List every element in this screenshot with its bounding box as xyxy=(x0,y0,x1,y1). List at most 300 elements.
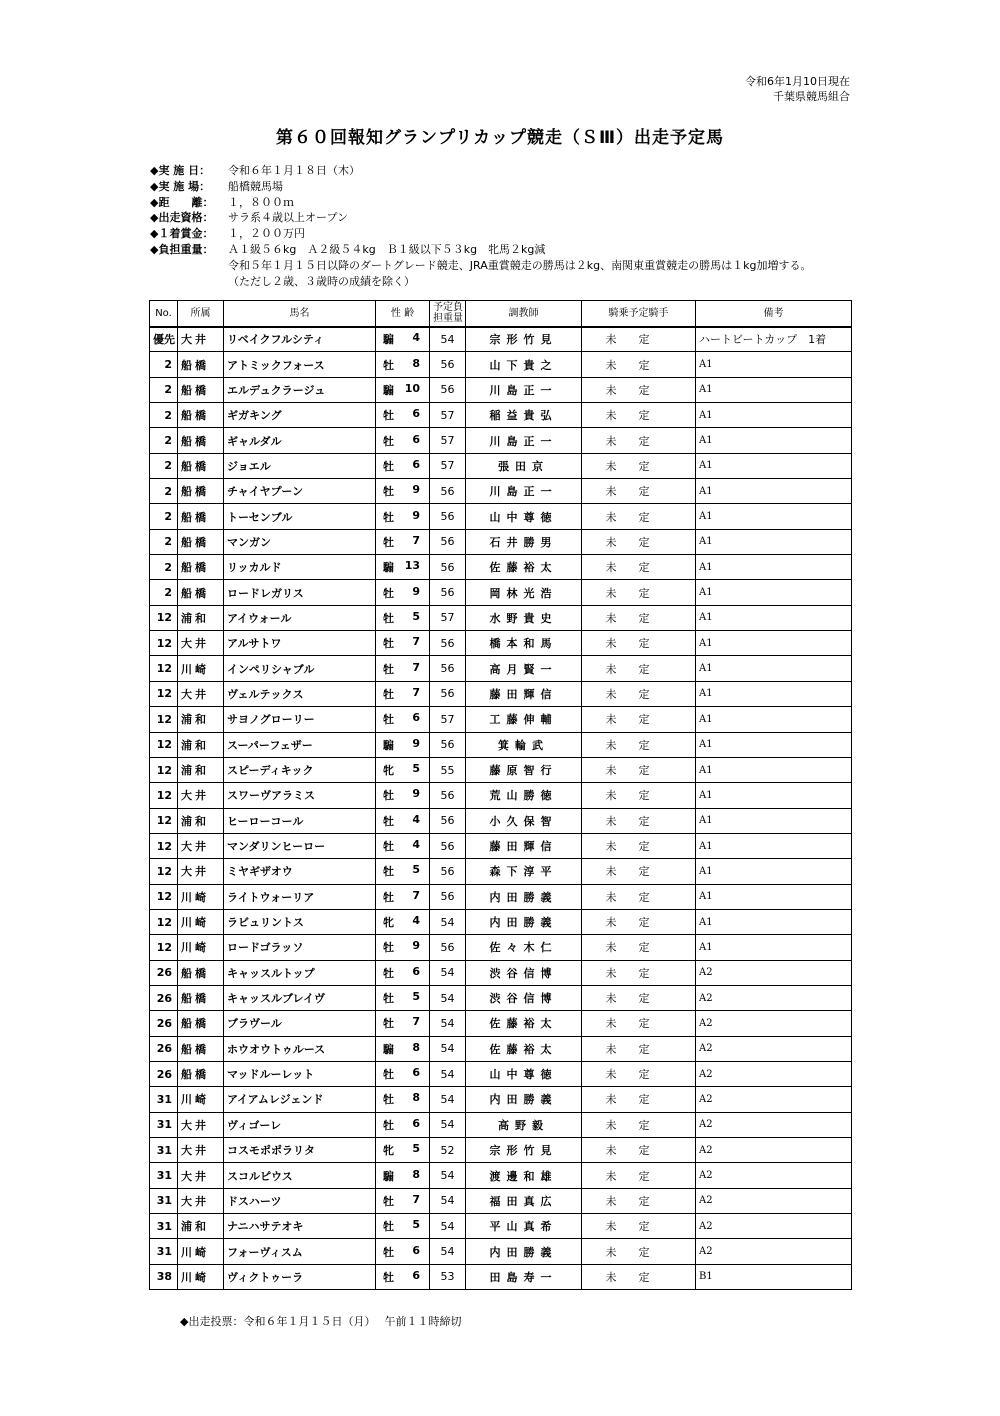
remark: A1 xyxy=(696,808,852,833)
sex: 牡 xyxy=(383,358,394,372)
sex-age xyxy=(376,681,430,706)
sex: 牡 xyxy=(383,789,394,803)
entry-number: 12 xyxy=(150,707,178,732)
trainer-name: 藤田輝信 xyxy=(466,833,582,858)
sex-age xyxy=(376,1188,430,1213)
remark: A2 xyxy=(696,1061,852,1086)
info-row xyxy=(150,163,811,179)
sex: 騸 xyxy=(383,333,394,347)
table-row xyxy=(150,960,852,985)
trainer-name: 福田真広 xyxy=(466,1188,582,1213)
assigned-weight: 57 xyxy=(430,453,466,478)
jockey-name: 未定 xyxy=(582,884,696,909)
assigned-weight: 54 xyxy=(430,1036,466,1061)
trainer-name: 内田勝義 xyxy=(466,1239,582,1264)
jockey-name: 未定 xyxy=(582,555,696,580)
entry-number: 31 xyxy=(150,1087,178,1112)
table-row xyxy=(150,656,852,681)
age: 9 xyxy=(412,483,420,497)
horse-name: マンダリンヒーロー xyxy=(224,833,376,858)
assigned-weight: 57 xyxy=(430,403,466,428)
sex-age xyxy=(376,1087,430,1112)
table-row xyxy=(150,453,852,478)
affiliation: 大井 xyxy=(178,1112,224,1137)
affiliation: 大井 xyxy=(178,1138,224,1163)
entry-number: 12 xyxy=(150,605,178,630)
sex-age xyxy=(376,909,430,934)
sex: 牡 xyxy=(383,535,394,549)
affiliation: 大井 xyxy=(178,681,224,706)
sex-age xyxy=(376,403,430,428)
trainer-name: 工藤伸輔 xyxy=(466,707,582,732)
sex-age xyxy=(376,605,430,630)
issue-date: 令和6年1月10日現在 xyxy=(745,75,850,88)
affiliation: 浦和 xyxy=(178,605,224,630)
jockey-name: 未定 xyxy=(582,1011,696,1036)
sex: 騸 xyxy=(383,738,394,752)
horse-name: ギガキング xyxy=(224,403,376,428)
sex: 牝 xyxy=(383,916,394,930)
entry-number: 2 xyxy=(150,479,178,504)
sex-age xyxy=(376,1214,430,1239)
issuing-organization: 千葉県競馬組合 xyxy=(773,90,850,103)
affiliation: 川崎 xyxy=(178,909,224,934)
jockey-name: 未定 xyxy=(582,960,696,985)
remark: A1 xyxy=(696,631,852,656)
info-label: ◆１着賞金： xyxy=(150,227,214,241)
affiliation: 船橋 xyxy=(178,1061,224,1086)
table-row xyxy=(150,1239,852,1264)
affiliation: 船橋 xyxy=(178,1011,224,1036)
age: 6 xyxy=(412,1066,420,1080)
sex-age xyxy=(376,453,430,478)
info-label: ◆距 離： xyxy=(150,195,214,209)
jockey-name: 未定 xyxy=(582,1239,696,1264)
table-row xyxy=(150,757,852,782)
entry-number: 優先 xyxy=(150,327,178,352)
jockey-name: 未定 xyxy=(582,1163,696,1188)
info-value: サラ系４歳以上オープン xyxy=(228,211,349,225)
age: 7 xyxy=(412,660,420,674)
sex-age xyxy=(376,529,430,554)
jockey-name: 未定 xyxy=(582,327,696,352)
table-header-row xyxy=(150,301,852,327)
assigned-weight: 56 xyxy=(430,555,466,580)
remark: A2 xyxy=(696,1239,852,1264)
assigned-weight: 54 xyxy=(430,909,466,934)
sex-age xyxy=(376,884,430,909)
sex: 牡 xyxy=(383,434,394,448)
horse-name: ブラヴール xyxy=(224,1011,376,1036)
jockey-name: 未定 xyxy=(582,1061,696,1086)
horse-name: ラビュリントス xyxy=(224,909,376,934)
sex-age xyxy=(376,808,430,833)
age: 5 xyxy=(412,1218,420,1232)
header-weight-line1: 予定負 xyxy=(433,302,463,314)
age: 8 xyxy=(412,1040,420,1054)
table-row xyxy=(150,1087,852,1112)
trainer-name: 田島寿一 xyxy=(466,1264,582,1289)
sex-age xyxy=(376,985,430,1010)
info-value: 船橋競馬場 xyxy=(228,179,283,193)
age: 6 xyxy=(412,1116,420,1130)
sex: 牡 xyxy=(383,662,394,676)
header-trainer: 調教師 xyxy=(466,301,582,327)
remark: A1 xyxy=(696,555,852,580)
jockey-name: 未定 xyxy=(582,529,696,554)
assigned-weight: 56 xyxy=(430,859,466,884)
entry-number: 12 xyxy=(150,833,178,858)
assigned-weight: 56 xyxy=(430,935,466,960)
remark: A1 xyxy=(696,757,852,782)
entry-number: 26 xyxy=(150,1011,178,1036)
age: 4 xyxy=(412,838,420,852)
sex-age xyxy=(376,707,430,732)
trainer-name: 宗形竹見 xyxy=(466,1138,582,1163)
age: 7 xyxy=(412,888,420,902)
age: 6 xyxy=(412,457,420,471)
age: 7 xyxy=(412,635,420,649)
affiliation: 川崎 xyxy=(178,884,224,909)
entry-number: 12 xyxy=(150,681,178,706)
remark: A2 xyxy=(696,1188,852,1213)
horse-name: ロードゴラッソ xyxy=(224,935,376,960)
age: 9 xyxy=(412,939,420,953)
affiliation: 川崎 xyxy=(178,1239,224,1264)
sex: 牡 xyxy=(383,485,394,499)
age: 5 xyxy=(412,990,420,1004)
assigned-weight: 54 xyxy=(430,1239,466,1264)
assigned-weight: 56 xyxy=(430,783,466,808)
horse-name: アトミックフォース xyxy=(224,352,376,377)
horse-name: スピーディキック xyxy=(224,757,376,782)
table-row xyxy=(150,681,852,706)
info-row xyxy=(150,242,811,258)
trainer-name: 張田京 xyxy=(466,453,582,478)
table-row xyxy=(150,327,852,352)
entries-table xyxy=(149,300,852,1290)
horse-name: スワーヴアラミス xyxy=(224,783,376,808)
table-row xyxy=(150,859,852,884)
assigned-weight: 54 xyxy=(430,1061,466,1086)
assigned-weight: 56 xyxy=(430,377,466,402)
info-note: （ただし２歳、３歳時の成績を除く） xyxy=(228,274,415,288)
sex-age xyxy=(376,1138,430,1163)
table-row xyxy=(150,783,852,808)
trainer-name: 岡林光浩 xyxy=(466,580,582,605)
jockey-name: 未定 xyxy=(582,909,696,934)
table-row xyxy=(150,985,852,1010)
age: 5 xyxy=(412,762,420,776)
horse-name: リベイクフルシティ xyxy=(224,327,376,352)
remark: A1 xyxy=(696,935,852,960)
entry-number: 2 xyxy=(150,428,178,453)
remark: A1 xyxy=(696,859,852,884)
header-affiliation: 所属 xyxy=(178,301,224,327)
horse-name: アイウォール xyxy=(224,605,376,630)
horse-name: フォーヴィスム xyxy=(224,1239,376,1264)
horse-name: スコルピウス xyxy=(224,1163,376,1188)
info-row xyxy=(150,179,811,195)
trainer-name: 内田勝義 xyxy=(466,884,582,909)
affiliation: 船橋 xyxy=(178,479,224,504)
entry-number: 26 xyxy=(150,1036,178,1061)
horse-name: エルデュクラージュ xyxy=(224,377,376,402)
sex: 牡 xyxy=(383,966,394,980)
affiliation: 船橋 xyxy=(178,403,224,428)
trainer-name: 山中尊徳 xyxy=(466,504,582,529)
jockey-name: 未定 xyxy=(582,681,696,706)
horse-name: トーセンブル xyxy=(224,504,376,529)
table-row xyxy=(150,1138,852,1163)
assigned-weight: 54 xyxy=(430,1112,466,1137)
sex-age xyxy=(376,1036,430,1061)
assigned-weight: 54 xyxy=(430,1011,466,1036)
jockey-name: 未定 xyxy=(582,656,696,681)
sex: 牡 xyxy=(383,840,394,854)
trainer-name: 小久保智 xyxy=(466,808,582,833)
trainer-name: 渋谷信博 xyxy=(466,960,582,985)
affiliation: 船橋 xyxy=(178,504,224,529)
entry-number: 12 xyxy=(150,656,178,681)
entry-number: 31 xyxy=(150,1214,178,1239)
horse-name: アルサトワ xyxy=(224,631,376,656)
trainer-name: 内田勝義 xyxy=(466,909,582,934)
assigned-weight: 56 xyxy=(430,580,466,605)
horse-name: ヴィゴーレ xyxy=(224,1112,376,1137)
jockey-name: 未定 xyxy=(582,935,696,960)
sex: 牡 xyxy=(383,814,394,828)
age: 9 xyxy=(412,736,420,750)
assigned-weight: 54 xyxy=(430,960,466,985)
age: 4 xyxy=(412,331,420,345)
jockey-name: 未定 xyxy=(582,605,696,630)
entry-number: 31 xyxy=(150,1239,178,1264)
age: 8 xyxy=(412,1091,420,1105)
remark: A1 xyxy=(696,909,852,934)
trainer-name: 山下貴之 xyxy=(466,352,582,377)
sex: 牝 xyxy=(383,1144,394,1158)
assigned-weight: 56 xyxy=(430,732,466,757)
assigned-weight: 56 xyxy=(430,352,466,377)
sex: 牡 xyxy=(383,687,394,701)
age: 5 xyxy=(412,609,420,623)
entry-number: 12 xyxy=(150,757,178,782)
horse-name: ミヤギザオウ xyxy=(224,859,376,884)
sex-age xyxy=(376,1163,430,1188)
jockey-name: 未定 xyxy=(582,1264,696,1289)
remark: A1 xyxy=(696,504,852,529)
table-row xyxy=(150,884,852,909)
affiliation: 川崎 xyxy=(178,656,224,681)
remark: A1 xyxy=(696,479,852,504)
page-title: 第６０回報知グランプリカップ競走（ＳⅢ）出走予定馬 xyxy=(275,128,725,148)
trainer-name: 高月賢一 xyxy=(466,656,582,681)
horse-name: インペリシャブル xyxy=(224,656,376,681)
table-row xyxy=(150,631,852,656)
affiliation: 大井 xyxy=(178,631,224,656)
table-row xyxy=(150,555,852,580)
affiliation: 川崎 xyxy=(178,935,224,960)
jockey-name: 未定 xyxy=(582,757,696,782)
sex: 牡 xyxy=(383,1220,394,1234)
age: 7 xyxy=(412,533,420,547)
entry-number: 2 xyxy=(150,453,178,478)
entry-number: 12 xyxy=(150,732,178,757)
table-row xyxy=(150,428,852,453)
trainer-name: 箕輪武 xyxy=(466,732,582,757)
assigned-weight: 54 xyxy=(430,1087,466,1112)
table-row xyxy=(150,1188,852,1213)
table-row xyxy=(150,1036,852,1061)
sex-age xyxy=(376,504,430,529)
remark: A1 xyxy=(696,529,852,554)
jockey-name: 未定 xyxy=(582,1036,696,1061)
remark: A1 xyxy=(696,428,852,453)
entry-number: 2 xyxy=(150,352,178,377)
sex-age xyxy=(376,428,430,453)
remark: A1 xyxy=(696,833,852,858)
header-weight xyxy=(430,301,466,327)
assigned-weight: 56 xyxy=(430,529,466,554)
jockey-name: 未定 xyxy=(582,352,696,377)
issue-date-block xyxy=(745,74,850,104)
table-row xyxy=(150,605,852,630)
assigned-weight: 56 xyxy=(430,656,466,681)
info-note: 令和５年１月１５日以降のダートグレード競走、JRA重賞競走の勝馬は２kg、南関東重賞競走の勝馬は１kg加増する。 xyxy=(228,258,812,272)
info-value: 令和６年１月１８日（木） xyxy=(228,164,360,177)
jockey-name: 未定 xyxy=(582,504,696,529)
entry-number: 38 xyxy=(150,1264,178,1289)
jockey-name: 未定 xyxy=(582,859,696,884)
remark: A2 xyxy=(696,1011,852,1036)
trainer-name: 佐藤裕太 xyxy=(466,1011,582,1036)
trainer-name: 渡邊和雄 xyxy=(466,1163,582,1188)
affiliation: 船橋 xyxy=(178,453,224,478)
table-row xyxy=(150,504,852,529)
sex-age xyxy=(376,377,430,402)
affiliation: 川崎 xyxy=(178,1087,224,1112)
entry-vote-deadline: ◆出走投票：令和６年１月１５日（月） 午前１１時締切 xyxy=(180,1315,462,1328)
assigned-weight: 56 xyxy=(430,479,466,504)
entry-number: 2 xyxy=(150,529,178,554)
table-row xyxy=(150,1214,852,1239)
remark: A1 xyxy=(696,453,852,478)
age: 4 xyxy=(412,812,420,826)
trainer-name: 藤原智行 xyxy=(466,757,582,782)
affiliation: 大井 xyxy=(178,1188,224,1213)
assigned-weight: 54 xyxy=(430,985,466,1010)
remark: A1 xyxy=(696,580,852,605)
affiliation: 船橋 xyxy=(178,985,224,1010)
table-row xyxy=(150,1061,852,1086)
remark: A1 xyxy=(696,377,852,402)
horse-name: マッドルーレット xyxy=(224,1061,376,1086)
age: 6 xyxy=(412,711,420,725)
entry-number: 31 xyxy=(150,1112,178,1137)
jockey-name: 未定 xyxy=(582,833,696,858)
trainer-name: 稲益貴弘 xyxy=(466,403,582,428)
remark: A1 xyxy=(696,681,852,706)
header-remarks: 備考 xyxy=(696,301,852,327)
info-label: ◆出走資格： xyxy=(150,211,214,225)
trainer-name: 平山真希 xyxy=(466,1214,582,1239)
affiliation: 船橋 xyxy=(178,960,224,985)
jockey-name: 未定 xyxy=(582,783,696,808)
table-row xyxy=(150,377,852,402)
trainer-name: 荒山勝徳 xyxy=(466,783,582,808)
entry-number: 2 xyxy=(150,504,178,529)
remark: ハートビートカップ 1着 xyxy=(696,327,852,352)
affiliation: 大井 xyxy=(178,859,224,884)
sex-age xyxy=(376,783,430,808)
assigned-weight: 56 xyxy=(430,681,466,706)
assigned-weight: 56 xyxy=(430,631,466,656)
trainer-name: 佐藤裕太 xyxy=(466,555,582,580)
sex: 牡 xyxy=(383,611,394,625)
sex-age xyxy=(376,732,430,757)
affiliation: 船橋 xyxy=(178,555,224,580)
entry-number: 26 xyxy=(150,1061,178,1086)
entry-number: 31 xyxy=(150,1188,178,1213)
sex-age xyxy=(376,352,430,377)
age: 7 xyxy=(412,1015,420,1029)
trainer-name: 水野貴史 xyxy=(466,605,582,630)
sex-age xyxy=(376,327,430,352)
sex-age xyxy=(376,757,430,782)
sex: 騸 xyxy=(383,1042,394,1056)
trainer-name: 宗形竹見 xyxy=(466,327,582,352)
remark: A1 xyxy=(696,352,852,377)
sex: 牡 xyxy=(383,992,394,1006)
jockey-name: 未定 xyxy=(582,428,696,453)
entry-number: 2 xyxy=(150,377,178,402)
jockey-name: 未定 xyxy=(582,479,696,504)
age: 8 xyxy=(412,356,420,370)
table-row xyxy=(150,1264,852,1289)
trainer-name: 川島正一 xyxy=(466,479,582,504)
horse-name: サヨノグローリー xyxy=(224,707,376,732)
sex-age xyxy=(376,555,430,580)
table-row xyxy=(150,580,852,605)
assigned-weight: 56 xyxy=(430,884,466,909)
entry-number: 2 xyxy=(150,580,178,605)
jockey-name: 未定 xyxy=(582,985,696,1010)
sex: 牡 xyxy=(383,637,394,651)
assigned-weight: 56 xyxy=(430,833,466,858)
jockey-name: 未定 xyxy=(582,580,696,605)
table-row xyxy=(150,732,852,757)
trainer-name: 山中尊徳 xyxy=(466,1061,582,1086)
trainer-name: 佐藤裕太 xyxy=(466,1036,582,1061)
assigned-weight: 54 xyxy=(430,1188,466,1213)
jockey-name: 未定 xyxy=(582,631,696,656)
table-row xyxy=(150,935,852,960)
info-row xyxy=(150,195,811,211)
age: 13 xyxy=(404,559,420,573)
trainer-name: 高野毅 xyxy=(466,1112,582,1137)
horse-name: リッカルド xyxy=(224,555,376,580)
remark: A1 xyxy=(696,403,852,428)
entry-number: 12 xyxy=(150,935,178,960)
horse-name: ホウオウトゥルース xyxy=(224,1036,376,1061)
sex-age xyxy=(376,1112,430,1137)
affiliation: 船橋 xyxy=(178,529,224,554)
age: 8 xyxy=(412,1167,420,1181)
remark: A1 xyxy=(696,884,852,909)
age: 4 xyxy=(412,914,420,928)
entry-number: 12 xyxy=(150,909,178,934)
